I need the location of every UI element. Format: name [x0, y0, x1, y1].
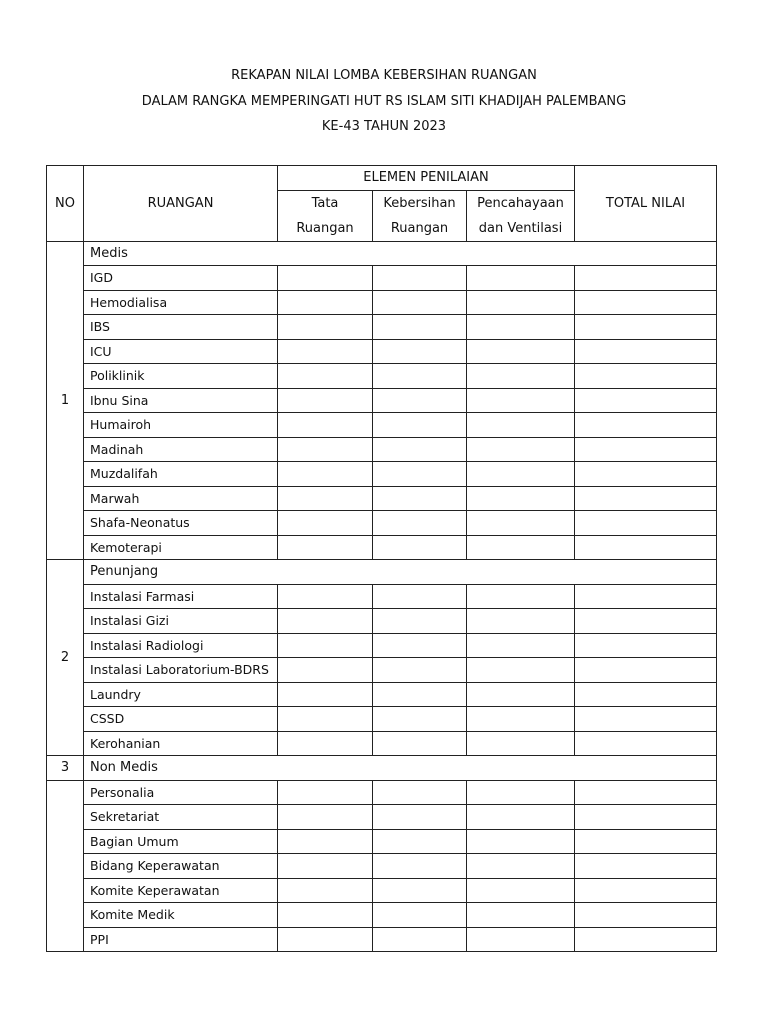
score-cell-tata-ruangan[interactable] — [278, 609, 373, 634]
score-cell-total-nilai[interactable] — [575, 511, 717, 536]
score-cell-tata-ruangan[interactable] — [278, 584, 373, 609]
score-cell-tata-ruangan[interactable] — [278, 854, 373, 879]
table-row — [47, 609, 717, 634]
score-cell-pencahayaan-ventilasi[interactable] — [467, 903, 575, 928]
table-row — [47, 315, 717, 340]
score-cell-pencahayaan-ventilasi[interactable] — [467, 780, 575, 805]
score-cell-total-nilai[interactable] — [575, 609, 717, 634]
table-row — [47, 903, 717, 928]
score-cell-pencahayaan-ventilasi[interactable] — [467, 682, 575, 707]
score-cell-pencahayaan-ventilasi[interactable] — [467, 584, 575, 609]
score-cell-tata-ruangan[interactable] — [278, 682, 373, 707]
table-row — [47, 633, 717, 658]
score-cell-tata-ruangan[interactable] — [278, 780, 373, 805]
score-cell-tata-ruangan[interactable] — [278, 633, 373, 658]
score-cell-tata-ruangan[interactable] — [278, 413, 373, 438]
group-number: 1 — [47, 241, 84, 560]
score-cell-tata-ruangan[interactable] — [278, 339, 373, 364]
room-name: Instalasi Gizi — [84, 609, 278, 634]
group-number: 2 — [47, 560, 84, 756]
room-name: Muzdalifah — [84, 462, 278, 487]
score-cell-pencahayaan-ventilasi[interactable] — [467, 315, 575, 340]
header-kebersihan-ruangan-line2: Ruangan — [390, 220, 449, 236]
category-label: Non Medis — [84, 756, 717, 781]
score-cell-pencahayaan-ventilasi[interactable] — [467, 486, 575, 511]
table-row — [47, 780, 717, 805]
score-cell-kebersihan-ruangan[interactable] — [373, 511, 467, 536]
room-name: Personalia — [84, 780, 278, 805]
room-name: Humairoh — [84, 413, 278, 438]
score-cell-tata-ruangan[interactable] — [278, 364, 373, 389]
room-name: Komite Keperawatan — [84, 878, 278, 903]
score-cell-pencahayaan-ventilasi[interactable] — [467, 805, 575, 830]
header-kebersihan-ruangan — [373, 190, 467, 241]
score-cell-tata-ruangan[interactable] — [278, 829, 373, 854]
score-cell-tata-ruangan[interactable] — [278, 511, 373, 536]
room-name: Madinah — [84, 437, 278, 462]
score-cell-kebersihan-ruangan[interactable] — [373, 780, 467, 805]
score-cell-kebersihan-ruangan[interactable] — [373, 315, 467, 340]
score-cell-tata-ruangan[interactable] — [278, 903, 373, 928]
score-cell-kebersihan-ruangan[interactable] — [373, 462, 467, 487]
table-row — [47, 413, 717, 438]
score-cell-total-nilai[interactable] — [575, 658, 717, 683]
room-name: Bidang Keperawatan — [84, 854, 278, 879]
score-cell-total-nilai[interactable] — [575, 266, 717, 291]
room-name: Komite Medik — [84, 903, 278, 928]
score-cell-total-nilai[interactable] — [575, 462, 717, 487]
table-row — [47, 290, 717, 315]
header-no: NO — [47, 166, 84, 242]
room-name: PPI — [84, 927, 278, 952]
table-row — [47, 388, 717, 413]
no-cell-blank — [47, 854, 84, 879]
score-cell-total-nilai[interactable] — [575, 805, 717, 830]
score-cell-kebersihan-ruangan[interactable] — [373, 339, 467, 364]
table-row — [47, 486, 717, 511]
category-label: Medis — [84, 241, 717, 266]
room-name: Instalasi Radiologi — [84, 633, 278, 658]
no-cell-blank — [47, 780, 84, 805]
score-cell-total-nilai[interactable] — [575, 339, 717, 364]
room-name: Shafa-Neonatus — [84, 511, 278, 536]
header-kebersihan-ruangan-line1: Kebersihan — [383, 195, 456, 211]
score-cell-total-nilai[interactable] — [575, 707, 717, 732]
room-name: Marwah — [84, 486, 278, 511]
table-row — [47, 707, 717, 732]
score-cell-kebersihan-ruangan[interactable] — [373, 388, 467, 413]
no-cell-blank — [47, 829, 84, 854]
score-cell-kebersihan-ruangan[interactable] — [373, 829, 467, 854]
score-cell-kebersihan-ruangan[interactable] — [373, 903, 467, 928]
no-cell-blank — [47, 878, 84, 903]
header-pencahayaan-ventilasi — [467, 190, 575, 241]
score-cell-tata-ruangan[interactable] — [278, 437, 373, 462]
score-cell-total-nilai[interactable] — [575, 388, 717, 413]
score-cell-kebersihan-ruangan[interactable] — [373, 927, 467, 952]
group-number: 3 — [47, 756, 84, 781]
score-cell-total-nilai[interactable] — [575, 315, 717, 340]
score-cell-total-nilai[interactable] — [575, 364, 717, 389]
header-tata-ruangan-line1: Tata — [311, 195, 339, 211]
score-cell-total-nilai[interactable] — [575, 878, 717, 903]
score-cell-pencahayaan-ventilasi[interactable] — [467, 266, 575, 291]
score-cell-pencahayaan-ventilasi[interactable] — [467, 633, 575, 658]
score-cell-tata-ruangan[interactable] — [278, 315, 373, 340]
score-cell-tata-ruangan[interactable] — [278, 535, 373, 560]
category-row — [47, 560, 717, 585]
score-cell-tata-ruangan[interactable] — [278, 658, 373, 683]
score-cell-kebersihan-ruangan[interactable] — [373, 364, 467, 389]
score-cell-pencahayaan-ventilasi[interactable] — [467, 437, 575, 462]
title-line-2: DALAM RANGKA MEMPERINGATI HUT RS ISLAM SITI KHADIJAH PALEMBANG — [141, 94, 627, 109]
score-cell-total-nilai[interactable] — [575, 486, 717, 511]
table-row — [47, 658, 717, 683]
score-cell-kebersihan-ruangan[interactable] — [373, 854, 467, 879]
score-cell-tata-ruangan[interactable] — [278, 388, 373, 413]
score-cell-total-nilai[interactable] — [575, 290, 717, 315]
header-tata-ruangan — [278, 190, 373, 241]
table-row — [47, 927, 717, 952]
score-cell-kebersihan-ruangan[interactable] — [373, 805, 467, 830]
score-cell-pencahayaan-ventilasi[interactable] — [467, 609, 575, 634]
score-cell-pencahayaan-ventilasi[interactable] — [467, 731, 575, 756]
score-cell-pencahayaan-ventilasi[interactable] — [467, 927, 575, 952]
score-cell-pencahayaan-ventilasi[interactable] — [467, 707, 575, 732]
header-pencahayaan-line2: dan Ventilasi — [478, 220, 563, 236]
room-name: Sekretariat — [84, 805, 278, 830]
score-table — [46, 165, 717, 952]
table-row — [47, 805, 717, 830]
score-cell-pencahayaan-ventilasi[interactable] — [467, 878, 575, 903]
score-cell-pencahayaan-ventilasi[interactable] — [467, 658, 575, 683]
title-line-3: KE-43 TAHUN 2023 — [321, 119, 447, 134]
score-cell-kebersihan-ruangan[interactable] — [373, 682, 467, 707]
score-cell-total-nilai[interactable] — [575, 927, 717, 952]
table-row — [47, 364, 717, 389]
table-row — [47, 682, 717, 707]
category-row — [47, 241, 717, 266]
title-line-1: REKAPAN NILAI LOMBA KEBERSIHAN RUANGAN — [231, 68, 537, 83]
table-row — [47, 339, 717, 364]
score-cell-tata-ruangan[interactable] — [278, 707, 373, 732]
room-name: Hemodialisa — [84, 290, 278, 315]
table-row — [47, 829, 717, 854]
table-row — [47, 584, 717, 609]
header-elemen-penilaian: ELEMEN PENILAIAN — [278, 166, 575, 191]
score-cell-tata-ruangan[interactable] — [278, 290, 373, 315]
table-row — [47, 878, 717, 903]
score-cell-total-nilai[interactable] — [575, 731, 717, 756]
no-cell-blank — [47, 927, 84, 952]
score-cell-total-nilai[interactable] — [575, 780, 717, 805]
score-cell-kebersihan-ruangan[interactable] — [373, 266, 467, 291]
room-name: Kemoterapi — [84, 535, 278, 560]
room-name: Kerohanian — [84, 731, 278, 756]
score-cell-pencahayaan-ventilasi[interactable] — [467, 829, 575, 854]
score-cell-tata-ruangan[interactable] — [278, 462, 373, 487]
header-ruangan: RUANGAN — [84, 166, 278, 242]
room-name: IGD — [84, 266, 278, 291]
table-row — [47, 535, 717, 560]
score-cell-total-nilai[interactable] — [575, 437, 717, 462]
score-cell-pencahayaan-ventilasi[interactable] — [467, 462, 575, 487]
score-cell-kebersihan-ruangan[interactable] — [373, 633, 467, 658]
header-tata-ruangan-line2: Ruangan — [296, 220, 354, 236]
score-cell-kebersihan-ruangan[interactable] — [373, 707, 467, 732]
score-cell-pencahayaan-ventilasi[interactable] — [467, 339, 575, 364]
room-name: Bagian Umum — [84, 829, 278, 854]
score-cell-total-nilai[interactable] — [575, 535, 717, 560]
score-cell-kebersihan-ruangan[interactable] — [373, 413, 467, 438]
score-cell-pencahayaan-ventilasi[interactable] — [467, 535, 575, 560]
room-name: Instalasi Laboratorium-BDRS — [84, 658, 278, 683]
score-cell-kebersihan-ruangan[interactable] — [373, 584, 467, 609]
room-name: Poliklinik — [84, 364, 278, 389]
score-cell-tata-ruangan[interactable] — [278, 927, 373, 952]
score-cell-pencahayaan-ventilasi[interactable] — [467, 413, 575, 438]
score-cell-pencahayaan-ventilasi[interactable] — [467, 364, 575, 389]
room-name: Ibnu Sina — [84, 388, 278, 413]
room-name: CSSD — [84, 707, 278, 732]
score-cell-total-nilai[interactable] — [575, 854, 717, 879]
category-label: Penunjang — [84, 560, 717, 585]
score-cell-tata-ruangan[interactable] — [278, 731, 373, 756]
table-row — [47, 266, 717, 291]
no-cell-blank — [47, 903, 84, 928]
score-cell-kebersihan-ruangan[interactable] — [373, 658, 467, 683]
header-pencahayaan-line1: Pencahayaan — [477, 195, 564, 211]
score-cell-total-nilai[interactable] — [575, 633, 717, 658]
score-cell-pencahayaan-ventilasi[interactable] — [467, 388, 575, 413]
score-cell-kebersihan-ruangan[interactable] — [373, 609, 467, 634]
room-name: Laundry — [84, 682, 278, 707]
table-row — [47, 854, 717, 879]
header-total-nilai: TOTAL NILAI — [575, 166, 717, 242]
score-cell-kebersihan-ruangan[interactable] — [373, 535, 467, 560]
score-cell-pencahayaan-ventilasi[interactable] — [467, 854, 575, 879]
score-cell-pencahayaan-ventilasi[interactable] — [467, 511, 575, 536]
score-cell-kebersihan-ruangan[interactable] — [373, 290, 467, 315]
score-cell-tata-ruangan[interactable] — [278, 486, 373, 511]
score-cell-total-nilai[interactable] — [575, 682, 717, 707]
score-cell-tata-ruangan[interactable] — [278, 878, 373, 903]
table-row — [47, 511, 717, 536]
score-cell-total-nilai[interactable] — [575, 829, 717, 854]
table-row — [47, 731, 717, 756]
room-name: Instalasi Farmasi — [84, 584, 278, 609]
score-cell-tata-ruangan[interactable] — [278, 805, 373, 830]
score-cell-kebersihan-ruangan[interactable] — [373, 486, 467, 511]
score-cell-total-nilai[interactable] — [575, 413, 717, 438]
table-row — [47, 437, 717, 462]
table-row — [47, 462, 717, 487]
score-cell-total-nilai[interactable] — [575, 903, 717, 928]
score-cell-kebersihan-ruangan[interactable] — [373, 731, 467, 756]
table-body — [47, 241, 717, 952]
score-cell-kebersihan-ruangan[interactable] — [373, 878, 467, 903]
score-cell-tata-ruangan[interactable] — [278, 266, 373, 291]
score-cell-total-nilai[interactable] — [575, 584, 717, 609]
no-cell-blank — [47, 805, 84, 830]
score-cell-pencahayaan-ventilasi[interactable] — [467, 290, 575, 315]
score-cell-kebersihan-ruangan[interactable] — [373, 437, 467, 462]
room-name: IBS — [84, 315, 278, 340]
category-row — [47, 756, 717, 781]
room-name: ICU — [84, 339, 278, 364]
